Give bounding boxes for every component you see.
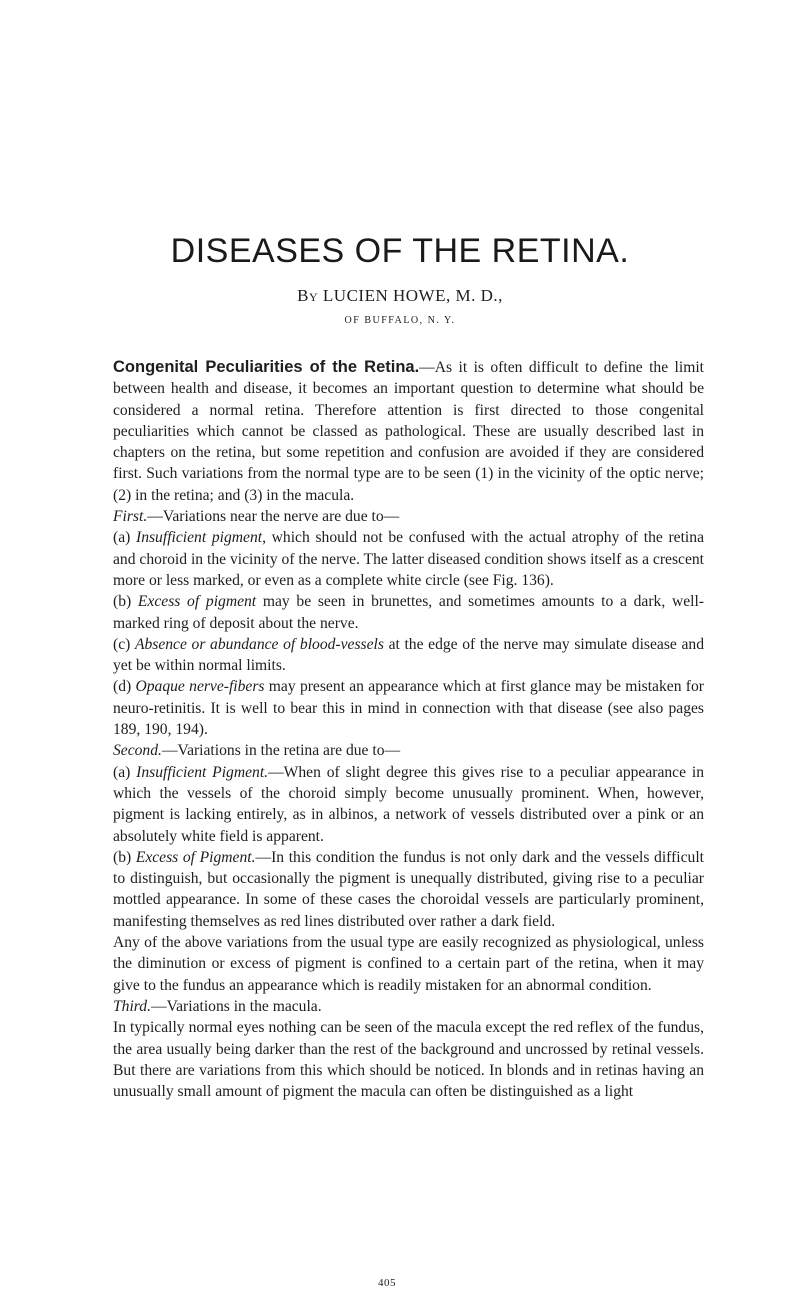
paragraph-any: Any of the above variations from the usual type are easily recognized as physiological, unless the diminution or excess of pigment is confined to a certain part of the retina, when it may give to the fundus an appearance which is readily mistaken for an abnormal condition. xyxy=(113,934,704,994)
paragraph-congenital xyxy=(113,357,704,506)
author-name: LUCIEN HOWE, M. D., xyxy=(318,286,503,305)
item-label: (b) xyxy=(113,593,138,611)
author-byline xyxy=(0,286,800,306)
item-text: —When of slight degree this gives rise to a peculiar appearance in which the vessels of the choroid simply become unusually prominent. When, however, pigment is lacking entirely, as in albinos, a network of vessels distributed over a pink or an absolutely white field is apparent. xyxy=(113,763,704,845)
item-term: Insufficient pigment, xyxy=(136,529,266,547)
paragraph-macula: In typically normal eyes nothing can be seen of the macula except the red reflex of the fundus, the area usually being darker than the rest of the background and uncrossed by retinal vessels. But there are variations from this which should be noticed. In blonds and in retinas having an unusually small amount of pigment the macula can often be distinguished as a light xyxy=(113,1019,704,1101)
item-label: (d) xyxy=(113,678,136,696)
list-item-second-b xyxy=(113,847,704,932)
item-text: which should not be confused with the actual atrophy of the retina and choroid in the vicinity of the nerve. The latter diseased condition shows itself as a crescent more or less marked, or even as a complete white circle (see Fig. 136). xyxy=(113,529,704,589)
paragraph-text: —As it is often difficult to define the limit between health and disease, it becomes an important question to determine what should be considered a normal retina. Therefore attention is first directed to those congenital peculiarities which cannot be classed as pathological. These are usually described last in chapters on the retina, but some repetition and confusion are avoided if they are considered first. Such variations from the normal type are to be seen (1) in the vicinity of the optic nerve; (2) in the retina; and (3) in the macula. xyxy=(113,359,704,504)
paragraph-third xyxy=(113,996,704,1017)
item-label: (c) xyxy=(113,635,135,653)
subsection-label-second: Second. xyxy=(113,742,162,760)
subsection-label-third: Third. xyxy=(113,997,151,1015)
paragraph-text: —Variations in the macula. xyxy=(151,997,322,1015)
list-item-second-a xyxy=(113,762,704,847)
paragraph-second xyxy=(113,740,704,761)
item-term: Absence or abundance of blood-vessels xyxy=(134,635,384,653)
item-term: Excess of pigment xyxy=(137,593,257,611)
item-label: (a) xyxy=(113,763,137,781)
item-term: Excess of Pigment. xyxy=(135,848,256,866)
item-text: at the edge of the nerve may simulate disease and yet be within normal limits. xyxy=(113,635,704,675)
paragraph-text: —Variations near the nerve are due to— xyxy=(147,508,400,526)
item-text: may present an appearance which at first glance may be mistaken for neuro-retinitis. It is well to bear this in mind in connection with that disease (see also pages 189, 190, 194). xyxy=(113,678,704,739)
paragraph-text: —Variations in the retina are due to— xyxy=(161,742,401,760)
paragraph-first xyxy=(113,506,704,527)
byline-prefix: By xyxy=(297,286,319,305)
article-body xyxy=(113,357,704,1102)
item-label: (a) xyxy=(113,529,136,547)
item-label: (b) xyxy=(113,848,136,866)
author-affiliation: OF BUFFALO, N. Y. xyxy=(344,315,456,326)
list-item-first-b xyxy=(113,591,704,634)
item-term: Insufficient Pigment. xyxy=(136,763,269,781)
page-number: 405 xyxy=(378,1277,396,1289)
list-item-first-c xyxy=(113,634,704,677)
list-item-first-a xyxy=(113,527,704,591)
article-title: DISEASES OF THE RETINA. xyxy=(170,232,630,270)
item-text: —In this condition the fundus is not only dark and the vessels difficult to distinguish, but occasionally the pigment is unequally distributed, giving rise to a peculiar mottled appearance. In some of these cases the choroidal vessels are particularly prominent, manifesting themselves as red lines distributed over rather a dark field. xyxy=(113,848,704,930)
list-item-first-d xyxy=(113,676,704,740)
section-heading: Congenital Peculiarities of the Retina. xyxy=(113,358,420,376)
subsection-label-first: First. xyxy=(113,508,148,526)
item-text: may be seen in brunettes, and sometimes amounts to a dark, well-marked ring of deposit about the nerve. xyxy=(113,593,704,632)
item-term: Opaque nerve-fibers xyxy=(135,678,265,696)
